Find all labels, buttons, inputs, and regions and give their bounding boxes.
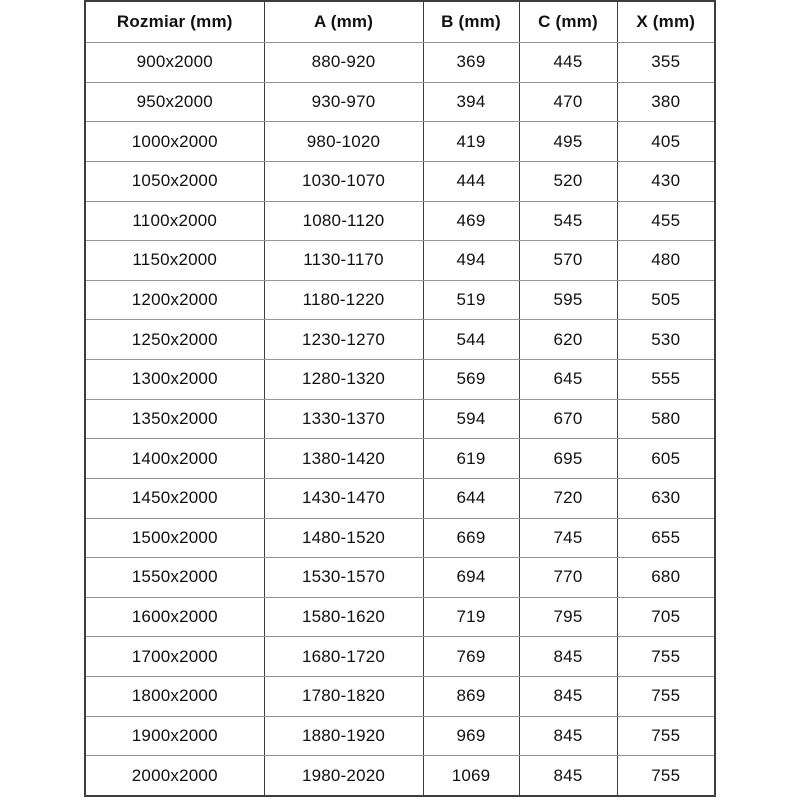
table-cell: 880-920 bbox=[264, 43, 423, 83]
table-cell: 1100x2000 bbox=[85, 201, 264, 241]
table-cell: 455 bbox=[617, 201, 715, 241]
table-row bbox=[85, 241, 715, 281]
table-cell: 1450x2000 bbox=[85, 478, 264, 518]
table-cell: 1250x2000 bbox=[85, 320, 264, 360]
table-row bbox=[85, 399, 715, 439]
table-cell: 719 bbox=[423, 597, 519, 637]
table-cell: 1330-1370 bbox=[264, 399, 423, 439]
table-cell: 755 bbox=[617, 637, 715, 677]
table-cell: 680 bbox=[617, 558, 715, 598]
table-row bbox=[85, 360, 715, 400]
table-row bbox=[85, 201, 715, 241]
table-cell: 769 bbox=[423, 637, 519, 677]
table-cell: 655 bbox=[617, 518, 715, 558]
table-cell: 845 bbox=[519, 677, 617, 717]
table-row bbox=[85, 43, 715, 83]
table-cell: 1000x2000 bbox=[85, 122, 264, 162]
table-row bbox=[85, 518, 715, 558]
table-row bbox=[85, 597, 715, 637]
table-cell: 1500x2000 bbox=[85, 518, 264, 558]
table-cell: 520 bbox=[519, 161, 617, 201]
table-cell: 2000x2000 bbox=[85, 756, 264, 796]
table-cell: 695 bbox=[519, 439, 617, 479]
table-cell: 1900x2000 bbox=[85, 716, 264, 756]
table-cell: 670 bbox=[519, 399, 617, 439]
table-cell: 1580-1620 bbox=[264, 597, 423, 637]
table-cell: 544 bbox=[423, 320, 519, 360]
table-cell: 494 bbox=[423, 241, 519, 281]
size-table bbox=[84, 0, 716, 797]
table-cell: 1069 bbox=[423, 756, 519, 796]
table-cell: 845 bbox=[519, 716, 617, 756]
column-header: Rozmiar (mm) bbox=[85, 1, 264, 43]
table-cell: 1700x2000 bbox=[85, 637, 264, 677]
table-row bbox=[85, 637, 715, 677]
table-cell: 1050x2000 bbox=[85, 161, 264, 201]
table-cell: 645 bbox=[519, 360, 617, 400]
table-cell: 530 bbox=[617, 320, 715, 360]
table-cell: 594 bbox=[423, 399, 519, 439]
table-cell: 430 bbox=[617, 161, 715, 201]
table-row bbox=[85, 439, 715, 479]
table-cell: 569 bbox=[423, 360, 519, 400]
table-row bbox=[85, 716, 715, 756]
table-cell: 1600x2000 bbox=[85, 597, 264, 637]
table-cell: 900x2000 bbox=[85, 43, 264, 83]
table-cell: 930-970 bbox=[264, 82, 423, 122]
table-cell: 1800x2000 bbox=[85, 677, 264, 717]
table-cell: 1380-1420 bbox=[264, 439, 423, 479]
table-cell: 1150x2000 bbox=[85, 241, 264, 281]
table-cell: 869 bbox=[423, 677, 519, 717]
table-row bbox=[85, 161, 715, 201]
table-cell: 380 bbox=[617, 82, 715, 122]
table-cell: 369 bbox=[423, 43, 519, 83]
table-cell: 1550x2000 bbox=[85, 558, 264, 598]
table-cell: 845 bbox=[519, 756, 617, 796]
table-cell: 620 bbox=[519, 320, 617, 360]
table-row bbox=[85, 122, 715, 162]
table-cell: 745 bbox=[519, 518, 617, 558]
column-header: B (mm) bbox=[423, 1, 519, 43]
table-row bbox=[85, 558, 715, 598]
table-cell: 1030-1070 bbox=[264, 161, 423, 201]
table-cell: 1980-2020 bbox=[264, 756, 423, 796]
table-cell: 644 bbox=[423, 478, 519, 518]
table-cell: 519 bbox=[423, 280, 519, 320]
table-cell: 480 bbox=[617, 241, 715, 281]
table-cell: 1400x2000 bbox=[85, 439, 264, 479]
table-cell: 555 bbox=[617, 360, 715, 400]
table-cell: 355 bbox=[617, 43, 715, 83]
table-cell: 469 bbox=[423, 201, 519, 241]
table-row bbox=[85, 320, 715, 360]
table-cell: 694 bbox=[423, 558, 519, 598]
table-cell: 630 bbox=[617, 478, 715, 518]
table-row bbox=[85, 478, 715, 518]
table-row bbox=[85, 280, 715, 320]
table-cell: 1280-1320 bbox=[264, 360, 423, 400]
table-cell: 755 bbox=[617, 677, 715, 717]
table-header bbox=[85, 1, 715, 43]
table-cell: 720 bbox=[519, 478, 617, 518]
table-cell: 1180-1220 bbox=[264, 280, 423, 320]
table-cell: 445 bbox=[519, 43, 617, 83]
table-cell: 770 bbox=[519, 558, 617, 598]
table-cell: 1200x2000 bbox=[85, 280, 264, 320]
table-cell: 619 bbox=[423, 439, 519, 479]
table-cell: 980-1020 bbox=[264, 122, 423, 162]
table-cell: 595 bbox=[519, 280, 617, 320]
table-cell: 605 bbox=[617, 439, 715, 479]
table-cell: 1130-1170 bbox=[264, 241, 423, 281]
table-cell: 755 bbox=[617, 716, 715, 756]
table-cell: 969 bbox=[423, 716, 519, 756]
table-cell: 1230-1270 bbox=[264, 320, 423, 360]
table-cell: 1780-1820 bbox=[264, 677, 423, 717]
table-row bbox=[85, 677, 715, 717]
header-row bbox=[85, 1, 715, 43]
column-header: X (mm) bbox=[617, 1, 715, 43]
table-cell: 1530-1570 bbox=[264, 558, 423, 598]
table-row bbox=[85, 756, 715, 796]
table-cell: 419 bbox=[423, 122, 519, 162]
table-cell: 755 bbox=[617, 756, 715, 796]
table-cell: 1430-1470 bbox=[264, 478, 423, 518]
table-cell: 950x2000 bbox=[85, 82, 264, 122]
table-cell: 845 bbox=[519, 637, 617, 677]
table-cell: 495 bbox=[519, 122, 617, 162]
table-cell: 570 bbox=[519, 241, 617, 281]
column-header: C (mm) bbox=[519, 1, 617, 43]
table-row bbox=[85, 82, 715, 122]
table-cell: 1680-1720 bbox=[264, 637, 423, 677]
table-cell: 1480-1520 bbox=[264, 518, 423, 558]
table-cell: 795 bbox=[519, 597, 617, 637]
table-cell: 405 bbox=[617, 122, 715, 162]
table-cell: 444 bbox=[423, 161, 519, 201]
table-cell: 1880-1920 bbox=[264, 716, 423, 756]
table-cell: 1300x2000 bbox=[85, 360, 264, 400]
table-body bbox=[85, 43, 715, 797]
table-cell: 1350x2000 bbox=[85, 399, 264, 439]
column-header: A (mm) bbox=[264, 1, 423, 43]
table-cell: 470 bbox=[519, 82, 617, 122]
table-cell: 545 bbox=[519, 201, 617, 241]
table-cell: 669 bbox=[423, 518, 519, 558]
table-cell: 394 bbox=[423, 82, 519, 122]
table-cell: 505 bbox=[617, 280, 715, 320]
table-cell: 580 bbox=[617, 399, 715, 439]
table-cell: 1080-1120 bbox=[264, 201, 423, 241]
table-cell: 705 bbox=[617, 597, 715, 637]
